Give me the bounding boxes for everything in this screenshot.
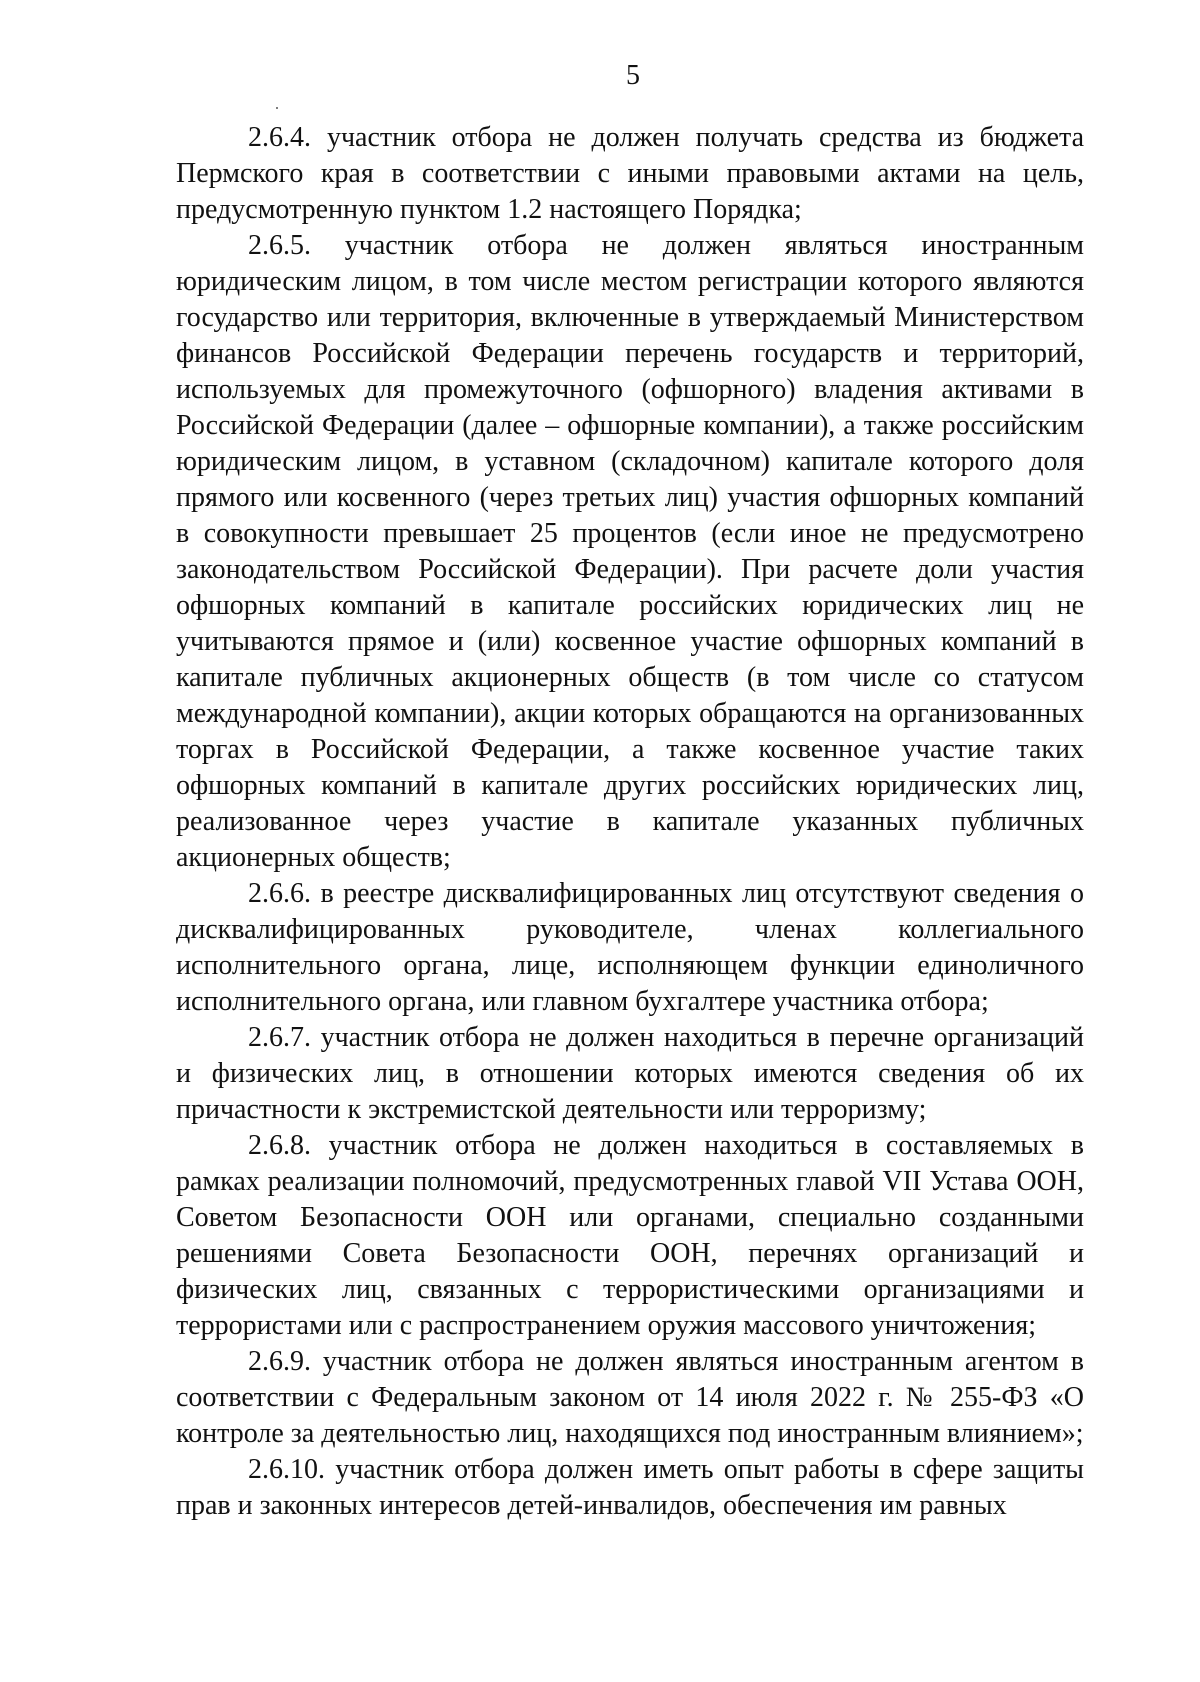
- paragraph-2-6-5: 2.6.5. участник отбора не должен являться иностранным юридическим лицом, в том числе местом регистрации которого являются государство или территория, включенные в утверждаемый Министерством финансов Российской Федерации перечень государств и территорий, используемых для промежуточного (офшорного) владения активами в Российской Федерации (далее – офшорные компании), а также российским юридическим лицом, в уставном (складочном) капитале которого доля прямого или косвенного (через третьих лиц) участия офшорных компаний в совокупности превышает 25 процентов (если иное не предусмотрено законодательством Российской Федерации). При расчете доли участия офшорных компаний в капитале российских юридических лиц не учитываются прямое и (или) косвенное участие офшорных компаний в капитале публичных акционерных обществ (в том числе со статусом международной компании), акции которых обращаются на организованных торгах в Российской Федерации, а также косвенное участие таких офшорных компаний в капитале других российских юридических лиц, реализованное через участие в капитале указанных публичных акционерных обществ;: [176, 230, 1084, 873]
- paragraph-2-6-9: 2.6.9. участник отбора не должен являться иностранным агентом в соответствии с Федеральным законом от 14 июля 2022 г. № 255-ФЗ «О контроле за деятельностью лиц, находящихся под иностранным влиянием»;: [176, 1346, 1084, 1449]
- paragraph-2-6-8: 2.6.8. участник отбора не должен находиться в составляемых в рамках реализации полномочий, предусмотренных главой VII Устава ООН, Советом Безопасности ООН или органами, специально созданными решениями Совета Безопасности ООН, перечнях организаций и физических лиц, связанных с террористическими организациями и террористами или с распространением оружия массового уничтожения;: [176, 1130, 1084, 1341]
- paragraph-2-6-6: 2.6.6. в реестре дисквалифицированных лиц отсутствуют сведения о дисквалифицированных руководителе, членах коллегиального исполнительного органа, лице, исполняющем функции единоличного исполнительного органа, или главном бухгалтере участника отбора;: [176, 878, 1084, 1017]
- document-body: [176, 120, 1084, 1524]
- paragraph-2-6-4: 2.6.4. участник отбора не должен получать средства из бюджета Пермского края в соответствии с иными правовыми актами на цель, предусмотренную пунктом 1.2 настоящего Порядка;: [176, 122, 1084, 225]
- paragraph-2-6-10: 2.6.10. участник отбора должен иметь опыт работы в сфере защиты прав и законных интересов детей-инвалидов, обеспечения им равных: [176, 1454, 1084, 1521]
- paragraph-2-6-7: 2.6.7. участник отбора не должен находиться в перечне организаций и физических лиц, в отношении которых имеются сведения об их причастности к экстремистской деятельности или терроризму;: [176, 1022, 1084, 1125]
- page-number: 5: [626, 60, 640, 91]
- scan-speck: [276, 107, 278, 109]
